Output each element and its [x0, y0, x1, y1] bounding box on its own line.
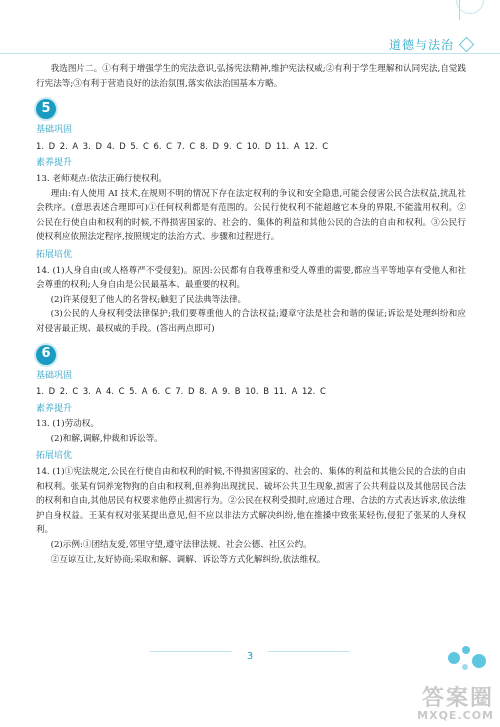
header-decoration-circle: [456, 0, 484, 14]
section-title-basic: 基础巩固: [36, 125, 73, 136]
question-14-part1: 14. (1)①宪法规定,公民在行使自由和权利的时候,不得损害国家的、社会的、集体的利益和其他公民的合法的自由和权利。张某有饲养宠物狗的自由和权利,但养狗出现扰民、破坏公共卫生现象,损害了公共利益以及其他居民合法的权利和自由,其他居民有权要求他停止损害行为。②公民在权利受损时,应通过合理、合法的方式表达诉求,依法维护自身权益。王某有权对张某提出意见,但不应以非法方式解决纠纷,他在推搡中致张某轻伤,侵犯了张某的人身权利。: [36, 467, 466, 536]
intro-paragraph: 我选图片二。①有利于增强学生的宪法意识,弘扬宪法精神,维护宪法权威;②有利于学生理解和认同宪法,自觉践行宪法等;③有利于营造良好的法治氛围,落实依法治国基本方略。: [36, 64, 466, 89]
section-title-literacy: 素养提升: [36, 403, 73, 414]
question-14-part1: 14. (1)人身自由(或人格尊严不受侵犯)。原因:公民都有自我尊重和受人尊重的需要,都应当平等地享有受他人和社会尊重的权利;人身自由是公民最基本、最重要的权利。: [36, 265, 466, 291]
section-title-literacy: 素养提升: [36, 158, 73, 169]
answer-list: 1. D 2. A 3. D 4. D 5. C 6. C 7. C 8. D 9. C 10. D 11. A 12. C: [36, 140, 329, 151]
page-number: 3: [246, 651, 254, 662]
question-14-part3: (3)公民的人身权利受法律保护;我们要尊重他人的合法权益;遵章守法是社会和谐的保证;诉讼是处理纠纷和应对侵害最正规、最权威的手段。(答出两点即可): [36, 309, 466, 334]
watermark: [417, 688, 494, 721]
section-title-extension: 拓展培优: [36, 249, 73, 260]
section-title-extension: 拓展培优: [36, 451, 73, 462]
question-14-part3: ②互谅互让,友好协商;采取和解、调解、诉讼等方式化解纠纷,依法维权。: [50, 554, 326, 565]
answer-content: [36, 62, 466, 567]
footer: [0, 644, 500, 663]
question-14-part2: (2)许某侵犯了他人的名誉权;触犯了民法典等法律。: [50, 294, 247, 305]
section-title-basic: 基础巩固: [36, 370, 73, 381]
header-divider: [0, 53, 500, 54]
decoration-dot-icon: [472, 654, 486, 668]
watermark-text: 答案圈: [421, 686, 494, 711]
question-14-part2: (2)示例:①团结友爱,邻里守望,遵守法律法规、社会公德、社区公约。: [50, 540, 312, 551]
question-13-part1: 13. (1)劳动权。: [36, 419, 99, 430]
watermark-url: MXQE.COM: [417, 709, 494, 722]
decoration-dot-icon: [448, 652, 460, 664]
unit-badge-5: 5: [36, 99, 56, 119]
answer-list: 1. D 2. C 3. A 4. C 5. A 6. C 7. D 8. A 9. B 10. B 11. A 12. C: [36, 386, 326, 397]
header-title: 道德与法治: [388, 38, 454, 52]
question-13-part2: (2)和解,调解,仲裁和诉讼等。: [50, 433, 163, 444]
unit-badge-6: 6: [36, 345, 56, 365]
diamond-icon: [459, 37, 475, 53]
question-13-head: 13. 老师观点:依法正确行使权利。: [36, 173, 168, 184]
question-13-body: 理由:有人使用 AI 技术,在规则不明的情况下存在法定权利的争议和安全隐患,可能会侵害公民合法权益,扰乱社会秩序。(意思表述合理即可)①任何权利都是有范围的。公民行使权利不能超越它本身的界限,不能滥用权利。②公民在行使自由和权利的时候,不得损害国家的、社会的、集体的利益和其他公民的合法的自由和权利。③公民行使权利应依照法定程序,按照规定的法治方式、步骤和过程进行。: [36, 188, 466, 243]
decoration-dot-icon: [462, 664, 468, 670]
decoration-dot-icon: [462, 646, 470, 654]
